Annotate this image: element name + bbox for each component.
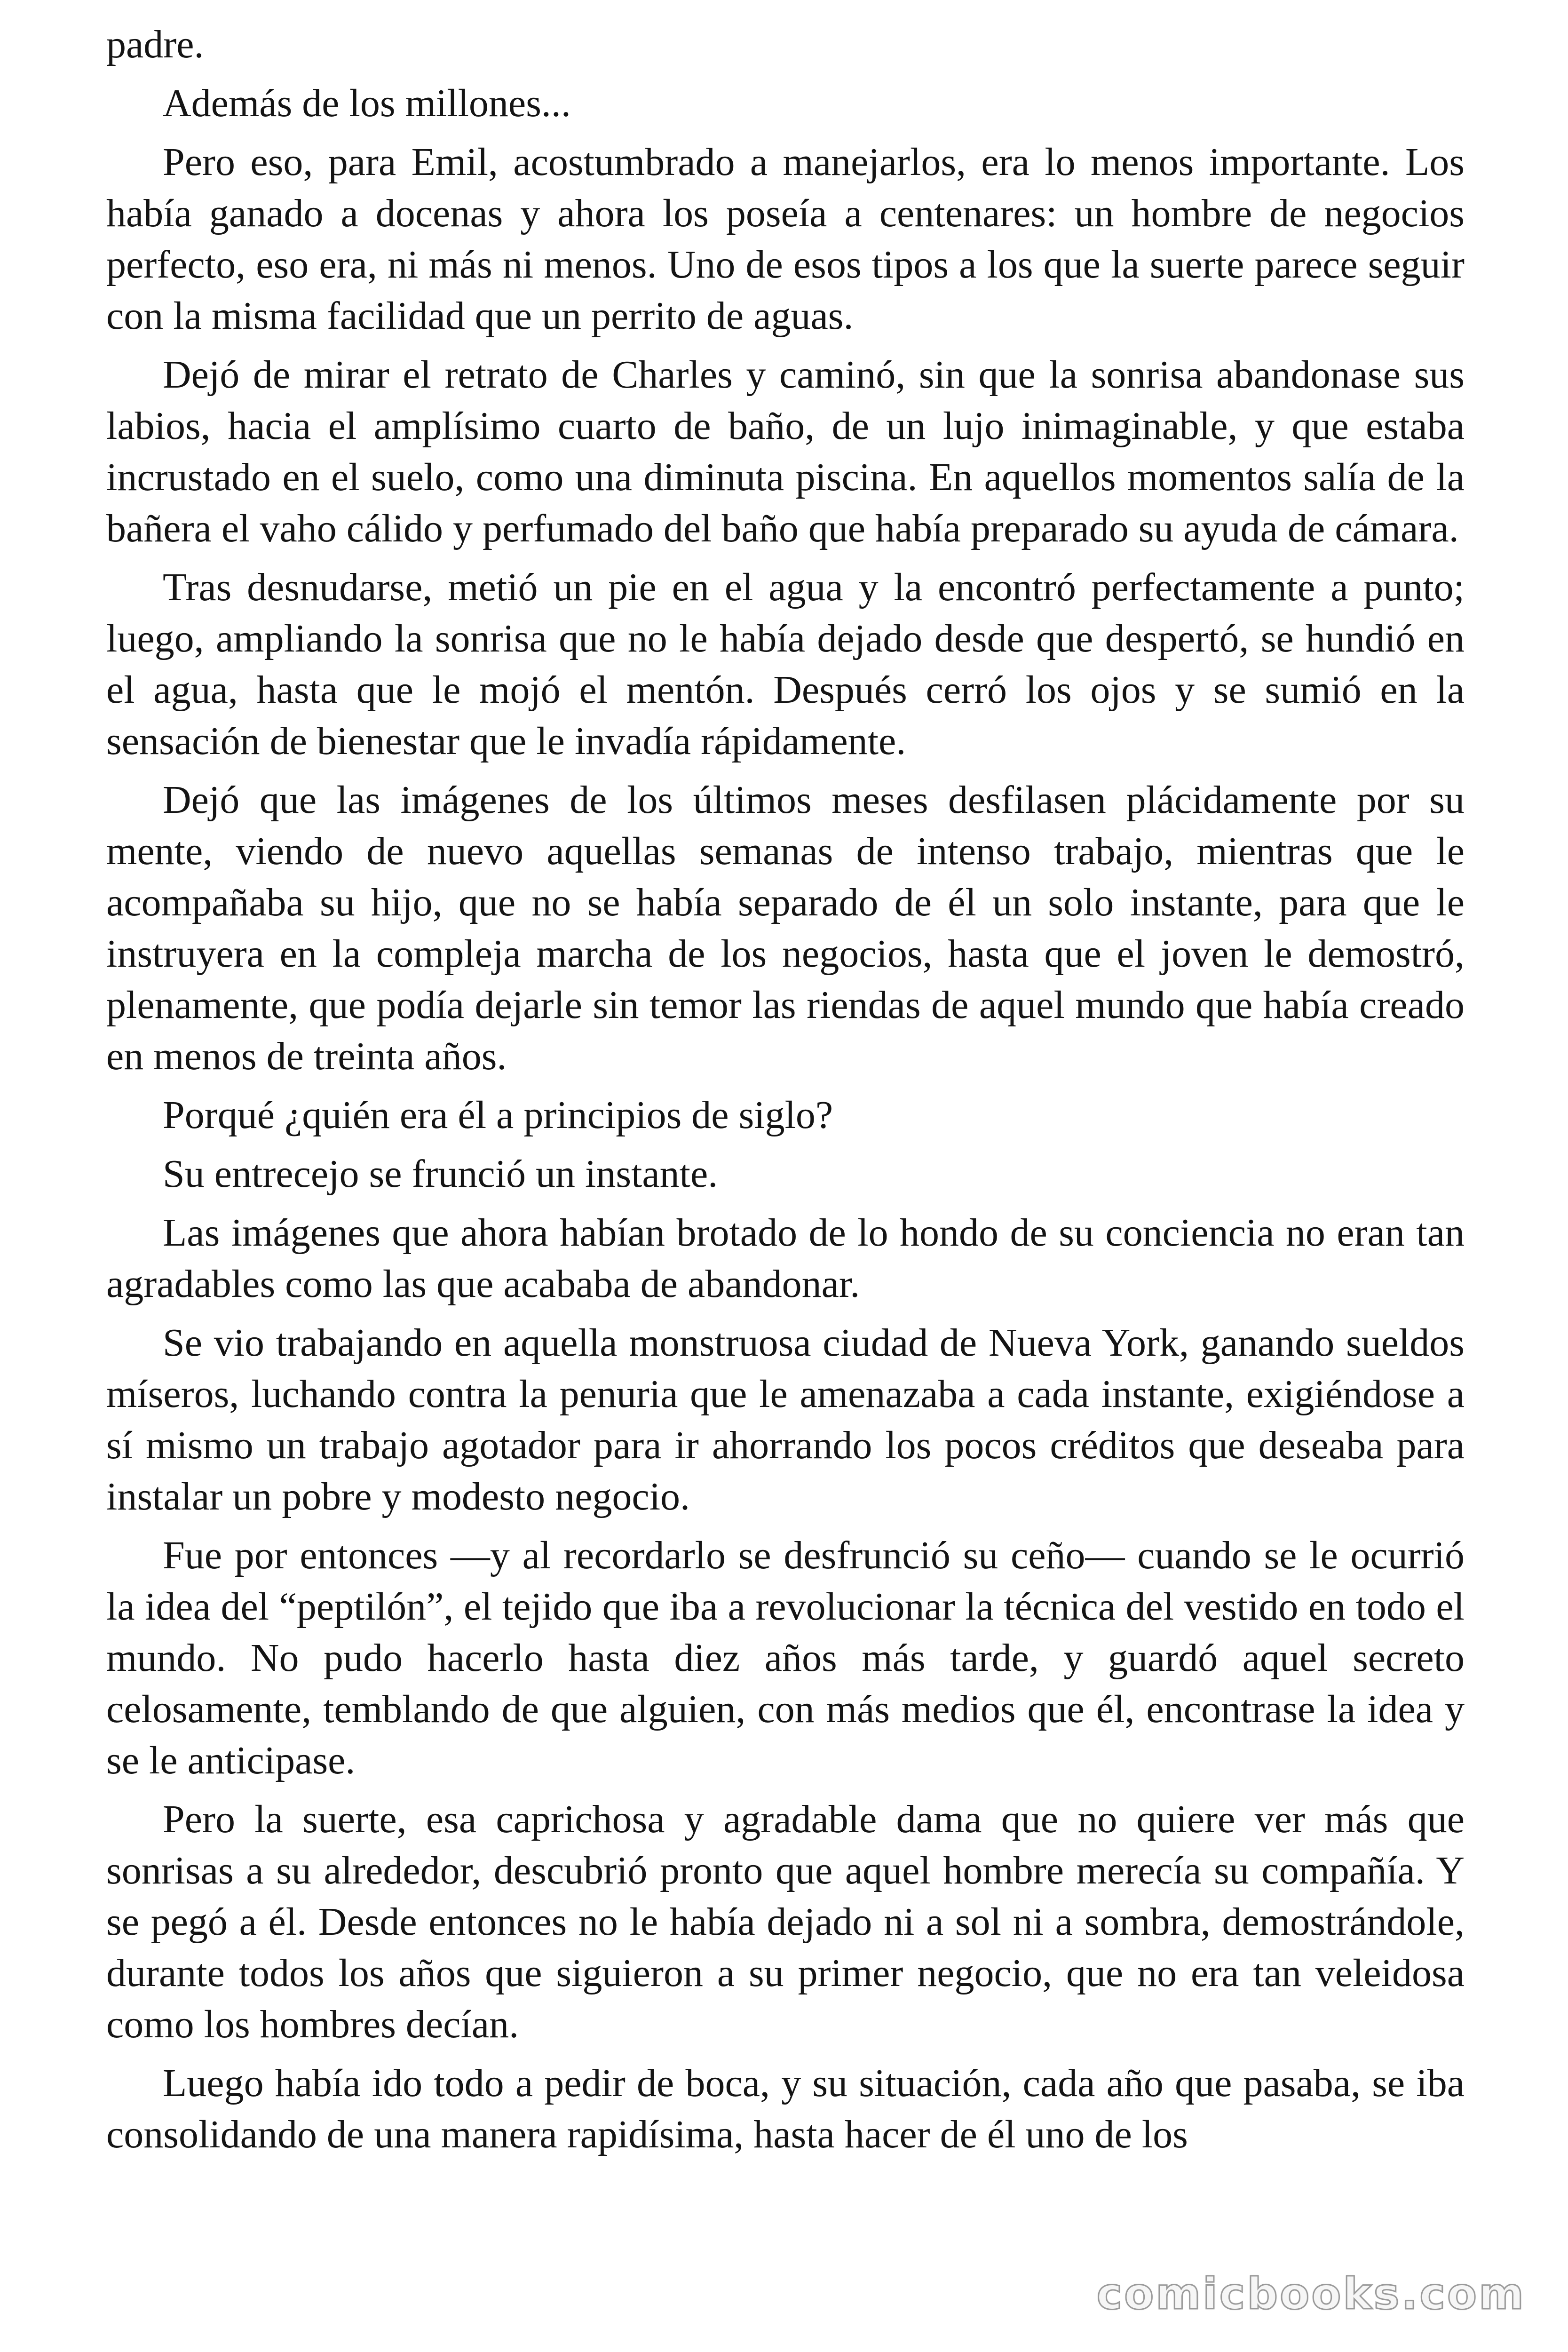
- watermark-logo: comicbooks.com: [1096, 2269, 1526, 2319]
- paragraph-continuation: padre.: [106, 23, 204, 66]
- paragraph: Luego había ido todo a pedir de boca, y su situación, cada año que pasaba, se iba consolidando de una manera rapidísima, hasta hacer de él uno de los: [106, 2061, 1465, 2156]
- paragraph: Su entrecejo se frunció un instante.: [163, 1152, 718, 1196]
- paragraph: Además de los millones...: [163, 81, 571, 125]
- body-text: [106, 19, 1465, 2168]
- paragraph: Tras desnudarse, metió un pie en el agua y la encontró perfectamente a punto; luego, ampliando la sonrisa que no le había dejado desde que despertó, se hundió en el agua, hasta que le mojó el mentón. Después cerró los ojos y se sumió en la sensación de bienestar que le invadía rápidamente.: [106, 565, 1465, 763]
- paragraph: Dejó que las imágenes de los últimos meses desfilasen plácidamente por su mente, viendo de nuevo aquellas semanas de intenso trabajo, mientras que le acompañaba su hijo, que no se había separado de él un solo instante, para que le instruyera en la compleja marcha de los negocios, hasta que el joven le demostró, plenamente, que podía dejarle sin temor las riendas de aquel mundo que había creado en menos de treinta años.: [106, 778, 1465, 1078]
- paragraph: Dejó de mirar el retrato de Charles y caminó, sin que la sonrisa abandonase sus labios, hacia el amplísimo cuarto de baño, de un lujo inimaginable, y que estaba incrustado en el suelo, como una diminuta piscina. En aquellos momentos salía de la bañera el vaho cálido y perfumado del baño que había preparado su ayuda de cámara.: [106, 353, 1465, 550]
- paragraph: Porqué ¿quién era él a principios de siglo?: [163, 1093, 833, 1137]
- paragraph: Las imágenes que ahora habían brotado de lo hondo de su conciencia no eran tan agradables como las que acababa de abandonar.: [106, 1211, 1465, 1306]
- paragraph: Pero la suerte, esa caprichosa y agradable dama que no quiere ver más que sonrisas a su alrededor, descubrió pronto que aquel hombre merecía su compañía. Y se pegó a él. Desde entonces no le había dejado ni a sol ni a sombra, demostrándole, durante todos los años que siguieron a su primer negocio, que no era tan veleidosa como los hombres decían.: [106, 1797, 1465, 2046]
- paragraph: Fue por entonces —y al recordarlo se desfrunció su ceño— cuando se le ocurrió la idea del “peptilón”, el tejido que iba a revolucionar la técnica del vestido en todo el mundo. No pudo hacerlo hasta diez años más tarde, y guardó aquel secreto celosamente, temblando de que alguien, con más medios que él, encontrase la idea y se le anticipase.: [106, 1534, 1465, 1782]
- paragraph: Se vio trabajando en aquella monstruosa ciudad de Nueva York, ganando sueldos míseros, luchando contra la penuria que le amenazaba a cada instante, exigiéndose a sí mismo un trabajo agotador para ir ahorrando los pocos créditos que deseaba para instalar un pobre y modesto negocio.: [106, 1321, 1465, 1518]
- paragraph: Pero eso, para Emil, acostumbrado a manejarlos, era lo menos importante. Los había ganado a docenas y ahora los poseía a centenares: un hombre de negocios perfecto, eso era, ni más ni menos. Uno de esos tipos a los que la suerte parece seguir con la misma facilidad que un perrito de aguas.: [106, 140, 1465, 338]
